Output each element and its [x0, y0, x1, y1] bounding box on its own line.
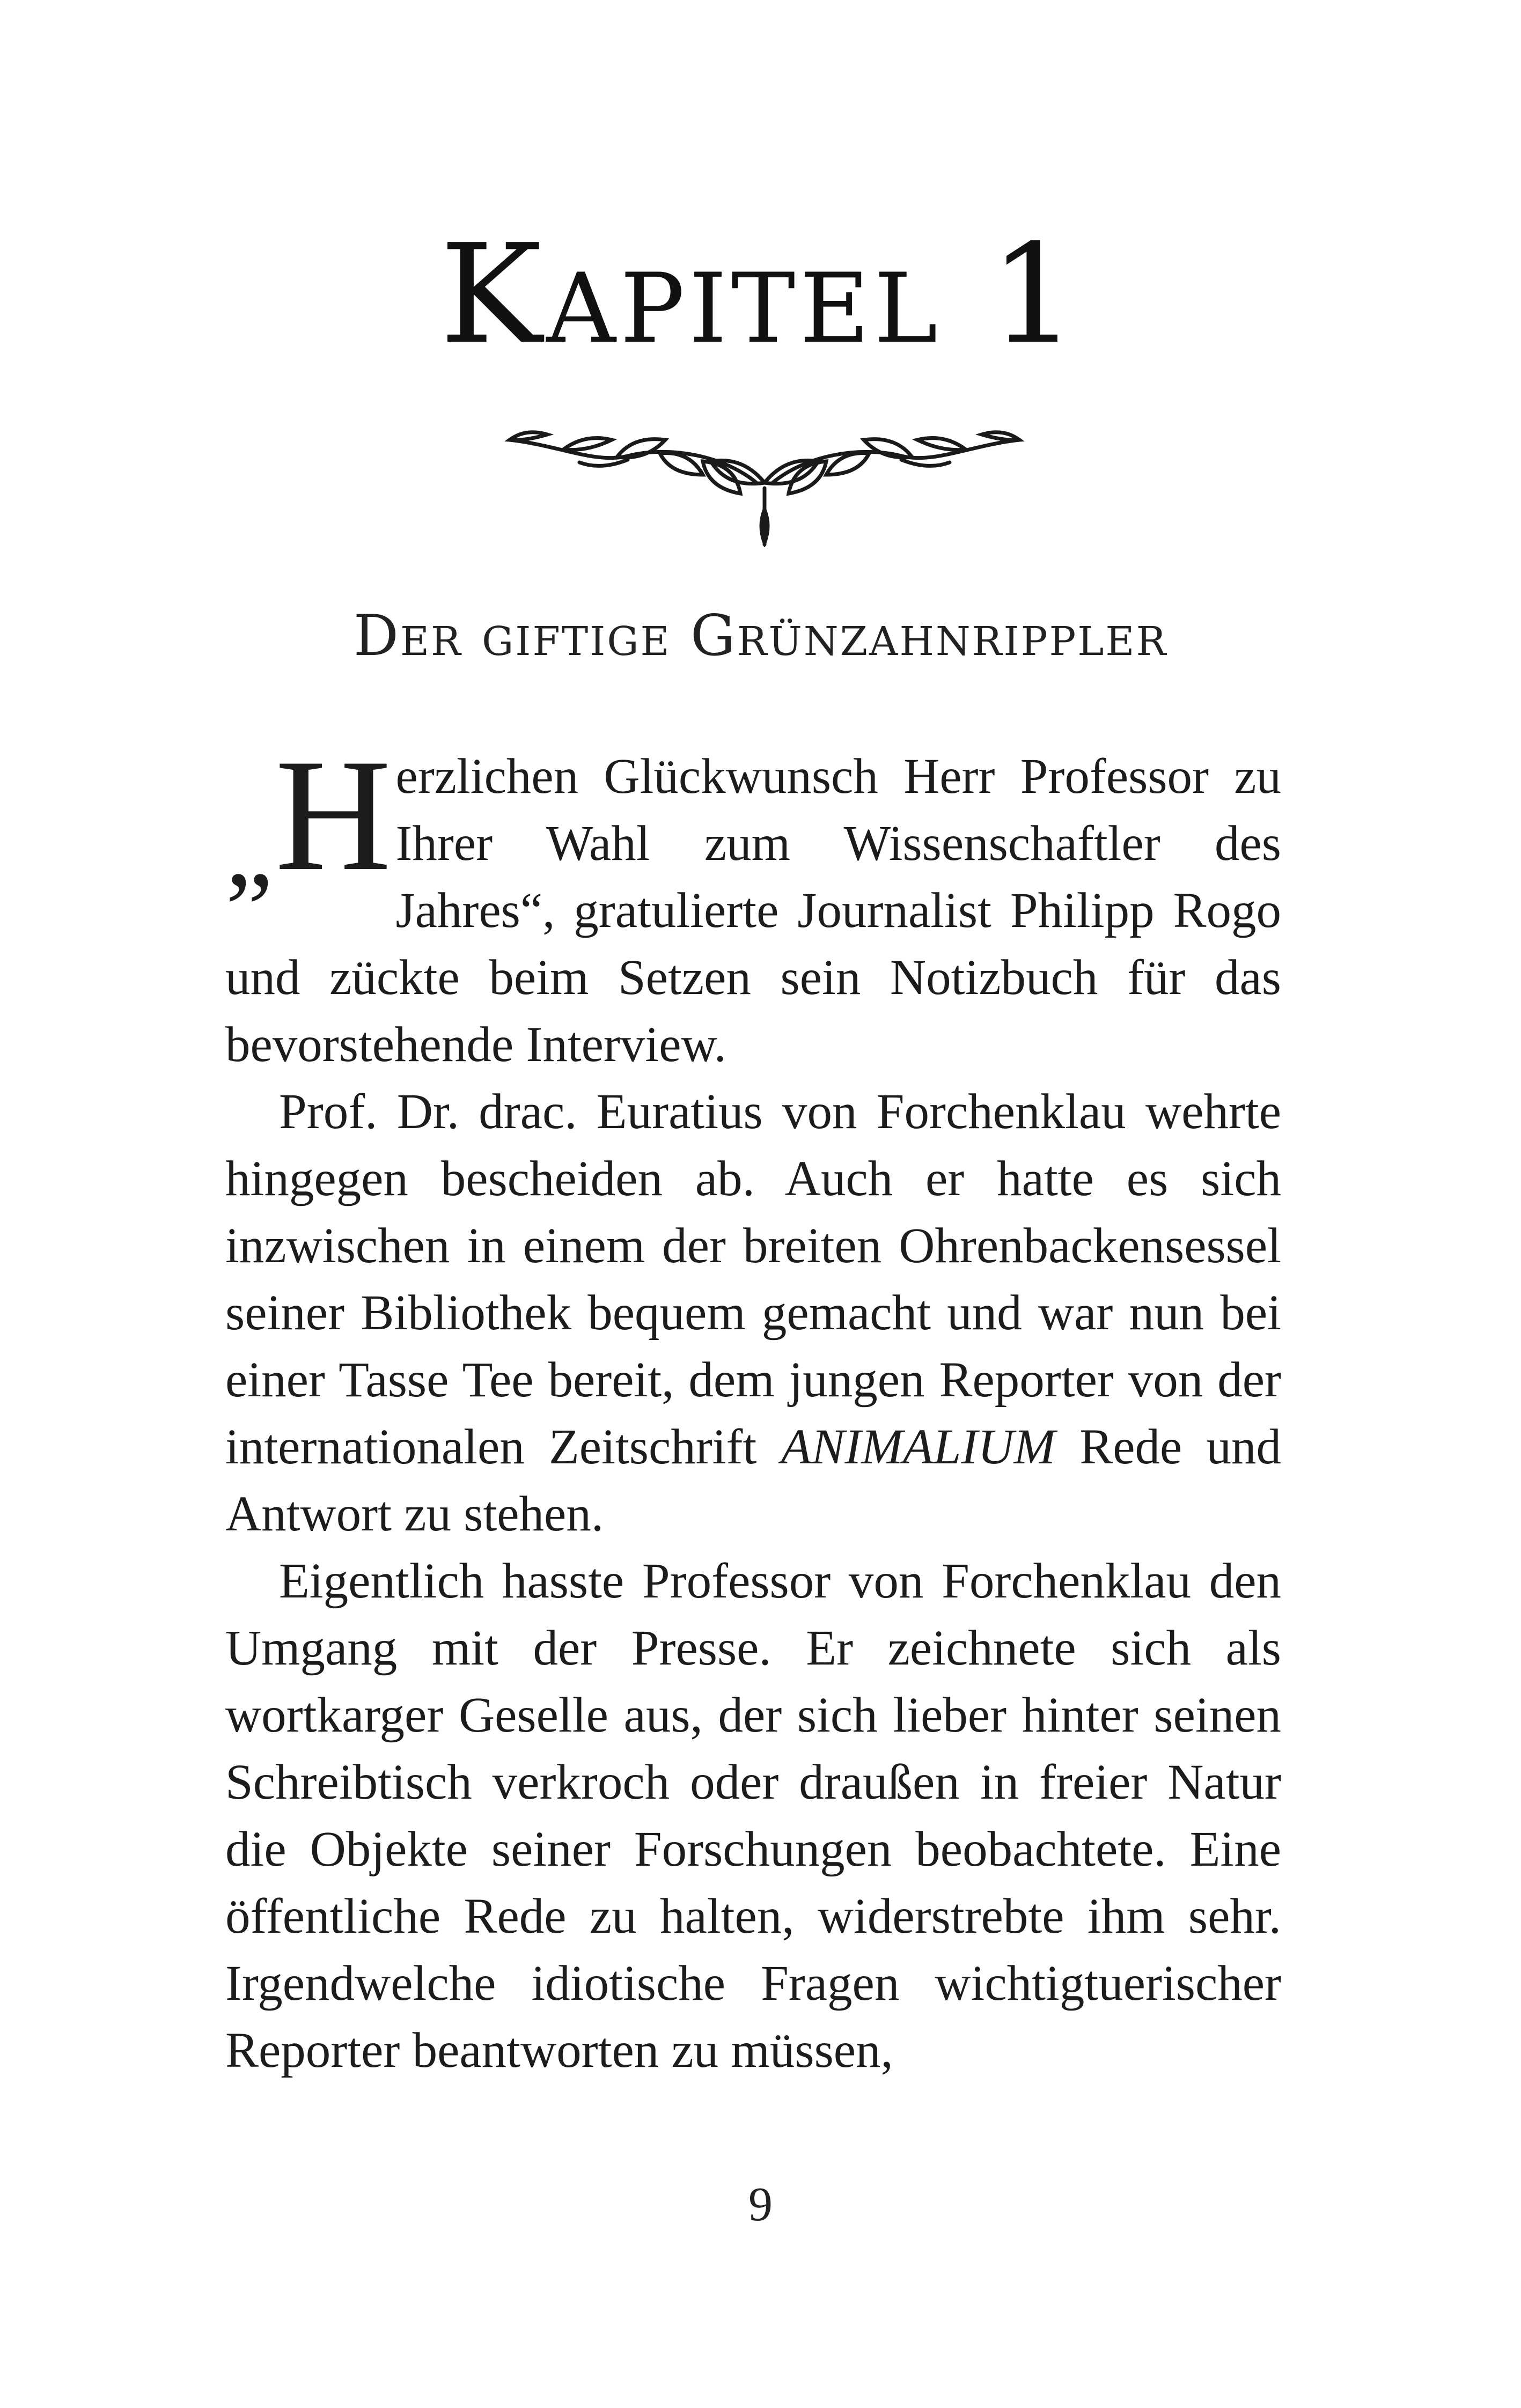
- drop-cap: [225, 726, 392, 909]
- chapter-title: Kapitel 1: [439, 215, 1082, 374]
- page-number: 9: [748, 2178, 773, 2231]
- opening-quote: „: [225, 790, 273, 909]
- paragraph-2-end: Rede und Antwort zu stehen.: [225, 1419, 1281, 1542]
- leaf-vine-ornament-icon: [499, 424, 1030, 547]
- paragraph-1: [225, 726, 1281, 1078]
- drop-cap-letter: H: [275, 726, 392, 904]
- magazine-title: ANIMALIUM: [781, 1419, 1055, 1475]
- paragraph-3-text: Eigentlich hasste Professor von Forchenklau den Umgang mit der Presse. Er zeichnete sich als wortkarger Geselle aus, der sich lieber hinter seinen Schreibtisch verkroch oder draußen in freier Natur die Objekte seiner Forschungen beobachtete. Eine öffentliche Rede zu halten, widerstrebte ihm sehr. Irgendwelche idiotische Fragen wichtigtuerischer Reporter beantworten zu müssen,: [225, 1553, 1281, 2078]
- paragraph-3: [225, 1548, 1281, 2084]
- paragraph-2-text: Prof. Dr. drac. Euratius von Forchenklau wehrte hingegen bescheiden ab. Auch er hatte es sich inzwischen in einem der breiten Ohrenbackensessel seiner Bibliothek bequem gemacht und war nun bei einer Tasse Tee bereit, dem jungen Reporter von der internationalen Zeitschrift: [225, 1084, 1281, 1475]
- body-text: [225, 726, 1281, 2084]
- paragraph-2: [225, 1078, 1281, 1548]
- paragraph-1-text: erzlichen Glückwunsch Herr Professor zu Ihrer Wahl zum Wissenschaftler des Jahres“, gratulierte Journalist Philipp Rogo und zückte beim Setzen sein Notizbuch für das bevorstehende Interview.: [225, 749, 1281, 1072]
- chapter-subtitle: Der giftige Grünzahnrippler: [353, 603, 1168, 668]
